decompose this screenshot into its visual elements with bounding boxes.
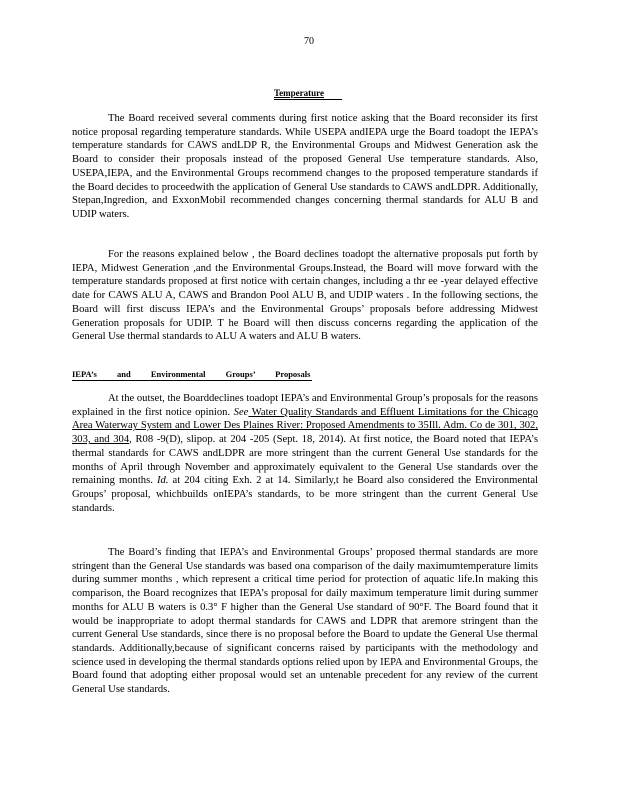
- paragraph-4: The Board’s finding that IEPA’s and Environmental Groups’ proposed thermal standards are more stringent than the General Use standards was based ona comparison of the daily maximumtemperature limits during summer months , which represent a critical time period for protection of aquatic life.In making this comparison, the Board recognizes that IEPA’s proposal for daily maximum temperature limit during summer months for ALU B waters is 0.3° F higher than the General Use standard of 90°F. The Board found that it would be inappropriate to adopt thermal standards for CAWS and LDPR that aremore stringent than the current General Use standards, since there is no proposal before the Board to update the General Use thermal standards. Additionally,because of significant concerns raised by participants with the methodology and science used in developing the thermal standards options relied upon by IEPA and Environmental Groups, the Board found that adopting either proposal would set an untenable precedent for any review of the current General Use standards.: [72, 547, 538, 696]
- paragraph-1: The Board received several comments during first notice asking that the Board reconsider its first notice proposal regarding temperature standards. While USEPA andIEPA urge the Board toadopt the IEPA’s temperature standards for CAWS andLDP R, the Environmental Groups and Midwest Generation ask the Board to consider their proposals instead of the proposed General Use temperature standards. Also, USEPA,IEPA, and the Environmental Groups recommend changes to the proposed temperature standards if the Board decides to proceedwith the application of General Use standards to CAWS andLDPR. Additionally, Stepan,Ingredion, and ExxonMobil recommended changes concerning thermal standards for ALU B and UDIP waters.: [72, 113, 538, 220]
- page-number: 70: [304, 36, 314, 47]
- id-signal: Id.: [156, 475, 169, 487]
- paragraph-3-outro: at 204 citing Exh. 2 at 14. Similarly,t he Board also considered the Environmental Groups’ proposal, whichbuilds onIEPA’s standards, to be more stringent than the current General Use standards.: [72, 475, 538, 514]
- citation-rest: , R08 -9(D), slipop. at 204 -205 (Sept. 18, 2014). At first notice, the Board noted that IEPA’s thermal standards for CAWS andLDPR are more stringent than the current General Use standards for the months of April through November and approximately equivalent to the General Use standards over the remaining months.: [72, 434, 538, 487]
- paragraph-2: For the reasons explained below , the Board declines toadopt the alternative proposals put forth by IEPA, Midwest Generation ,and the Environmental Groups.Instead, the Board will move forward with the temperature standards proposed at first notice with certain changes, including a thr ee -year delayed effective date for CAWS ALU A, CAWS and Brandon Pool ALU B, and UDIP waters . In the following sections, the Board will first discuss IEPA’s and the Environmental Groups’ proposals before addressing Midwest Generation proposals for UDIP. T he Board will then discuss concerns regarding the application of the General Use thermal standards to ALU A waters and ALU B waters.: [72, 249, 538, 343]
- see-signal: See: [233, 406, 249, 418]
- paragraph-3-intro: At the outset, the Boarddeclines toadopt IEPA’s and Environmental Group’s proposals for the reasons explained in the first notice opinion.: [72, 393, 538, 418]
- citation-title: Water Quality Standards and Effluent Limitations for the Chicago Area Waterway System and Lower Des Plaines River: Proposed Amendments to 35Ill. Adm. Co de 301, 302, 303, and 304: [72, 406, 538, 446]
- subheading-proposals: IEPA’s and Environmental Groups’ Proposals: [72, 369, 311, 379]
- paragraph-3: [72, 392, 538, 515]
- section-title: Temperature: [274, 88, 342, 100]
